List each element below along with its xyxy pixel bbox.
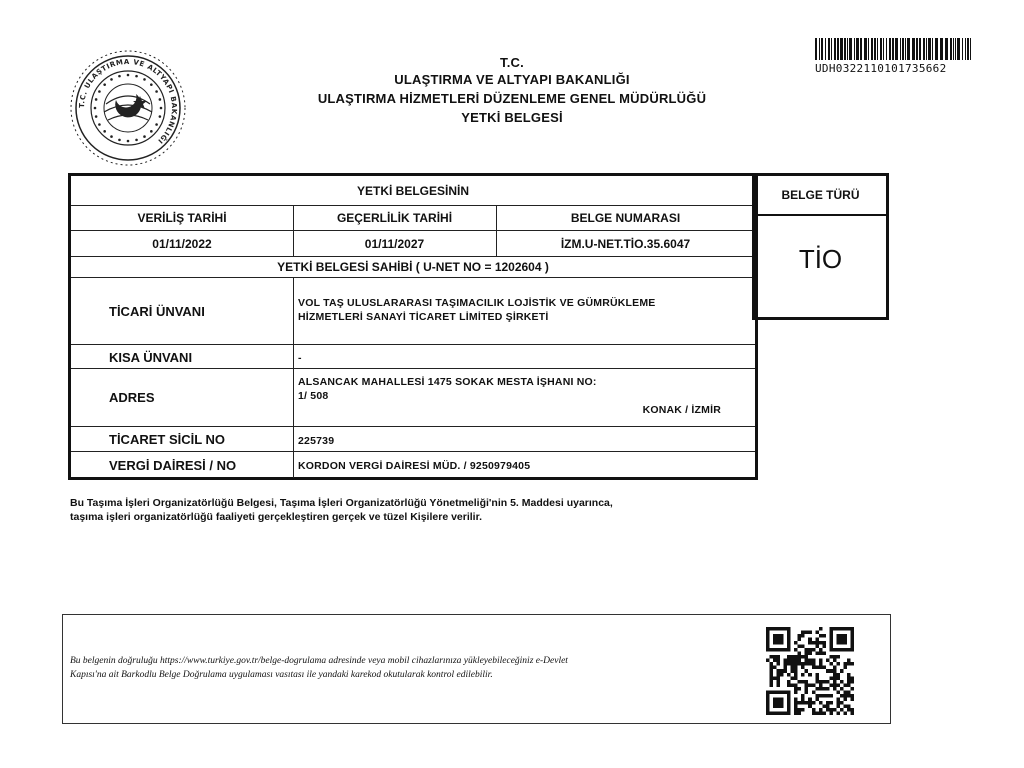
header-issue-date: VERİLİŞ TARİHİ (137, 211, 227, 225)
document-type-title: BELGE TÜRÜ (781, 188, 860, 202)
certificate-table (68, 173, 758, 480)
owner-header: YETKİ BELGESİ SAHİBİ ( U-NET NO = 1202604 ) (277, 260, 549, 274)
seal-text: T.C. ULAŞTIRMA VE ALTYAPI BAKANLIĞI (77, 57, 179, 146)
validity-date: 01/11/2027 (364, 237, 425, 251)
short-name-label: KISA ÜNVANI (109, 350, 193, 365)
footnote-line2: taşıma işleri organizatörlüğü faaliyeti gerçekleştiren gerçek ve tüzel Kişilere verilir. (70, 511, 483, 523)
table-title: YETKİ BELGESİNİN (356, 184, 469, 198)
registry-value: 225739 (298, 435, 335, 447)
verification-text (70, 654, 730, 682)
barcode-icon (815, 38, 975, 60)
address-city: KONAK / İZMİR (642, 404, 721, 416)
trade-name-line2: HİZMETLERİ SANAYİ TİCARET LİMİTED ŞİRKETİ (298, 311, 549, 323)
header-ministry: ULAŞTIRMA VE ALTYAPI BAKANLIĞI (394, 72, 630, 87)
tax-value: KORDON VERGİ DAİRESİ MÜD. / 9250979405 (298, 460, 531, 472)
short-name-value: - (298, 352, 302, 364)
registry-label: TİCARET SİCİL NO (109, 432, 226, 447)
header-directorate: ULAŞTIRMA HİZMETLERİ DÜZENLEME GENEL MÜDÜRLÜĞÜ (317, 91, 707, 106)
issue-date: 01/11/2022 (152, 237, 212, 251)
address-label: ADRES (109, 390, 155, 405)
qr-code-icon[interactable] (766, 627, 854, 715)
address-line1: ALSANCAK MAHALLESİ 1475 SOKAK MESTA İŞHANI NO: (298, 376, 597, 388)
document-number: İZM.U-NET.TİO.35.6047 (560, 237, 691, 251)
verification-line2: Kapısı'na ait Barkodlu Belge Doğrulama uygulaması vasıtası ile yandaki karekod okutularak kontrol edilebilir. (70, 670, 493, 680)
barcode-number: UDH0322110101735662 (815, 62, 947, 75)
header-document-number: BELGE NUMARASI (570, 211, 681, 225)
header-document-title: YETKİ BELGESİ (461, 110, 563, 125)
header-validity-date: GEÇERLİLİK TARİHİ (336, 211, 453, 225)
address-line2: 1/ 508 (298, 390, 329, 402)
tax-label: VERGİ DAİRESİ / NO (109, 458, 237, 473)
trade-name-label: TİCARİ ÜNVANI (109, 304, 205, 319)
legal-footnote (70, 496, 750, 524)
header-tc: T.C. (500, 55, 524, 70)
document-type-box (752, 173, 889, 320)
trade-name-line1: VOL TAŞ ULUSLARARASI TAŞIMACILIK LOJİSTİK VE GÜMRÜKLEME (298, 297, 656, 309)
document-type-value: TİO (798, 244, 843, 274)
verification-line1: Bu belgenin doğruluğu https://www.turkiye.gov.tr/belge-dogrulama adresinde veya mobil cihazlarınıza yükleyebileceğiniz e-Devlet (70, 656, 568, 666)
footnote-line1: Bu Taşıma İşleri Organizatörlüğü Belgesi, Taşıma İşleri Organizatörlüğü Yönetmeliği'nin 5. Maddesi uyarınca, (70, 497, 613, 509)
